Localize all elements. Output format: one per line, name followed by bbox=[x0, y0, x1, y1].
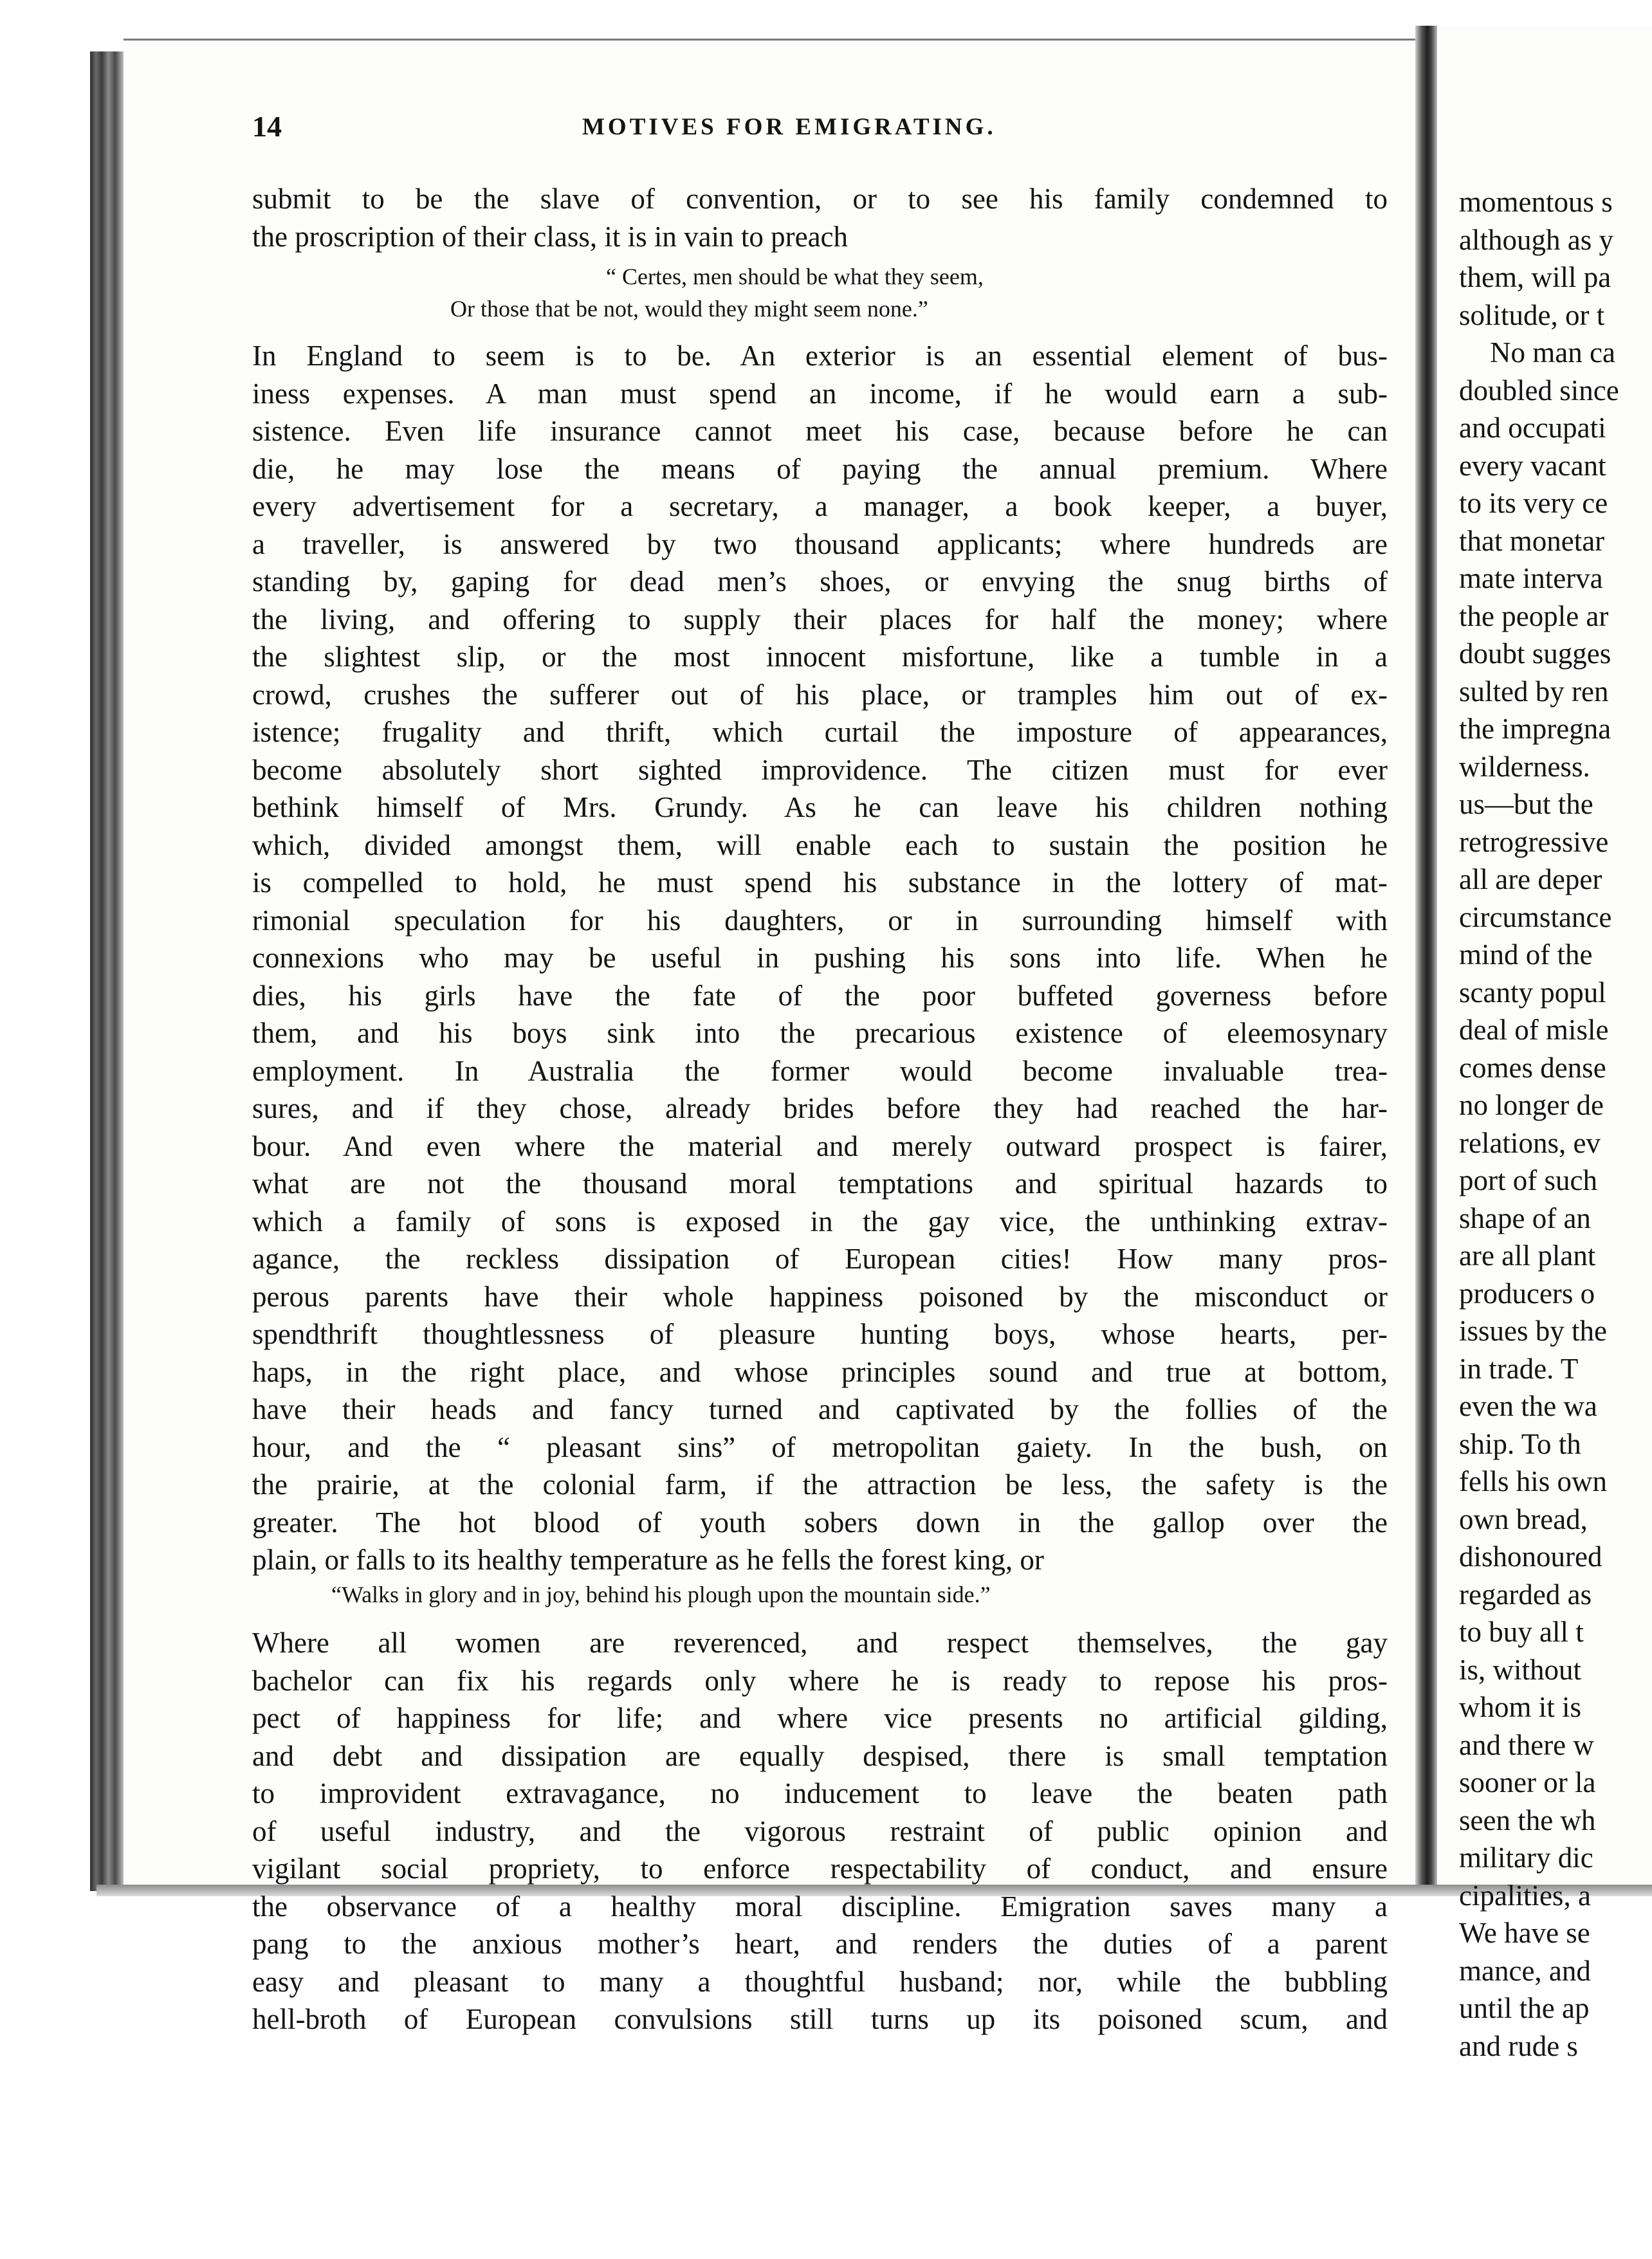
right-text-line: mind of the bbox=[1459, 938, 1593, 971]
text-line: bour. And even where the material and merely outward prospect is fairer, bbox=[252, 1130, 1388, 1162]
right-text-line: cipalities, a bbox=[1459, 1879, 1591, 1912]
text-line: pang to the anxious mother’s heart, and renders the duties of a parent bbox=[252, 1928, 1388, 1960]
text-line: to improvident extravagance, no inducement to leave the beaten path bbox=[252, 1777, 1388, 1809]
text-line: become absolutely short sighted improvidence. The citizen must for ever bbox=[252, 753, 1388, 786]
right-text-line: until the ap bbox=[1459, 1992, 1590, 2024]
paragraph-opening bbox=[252, 180, 1388, 255]
right-text-line: fells his own bbox=[1459, 1465, 1607, 1497]
text-line: is compelled to hold, he must spend his substance in the lottery of mat- bbox=[252, 866, 1388, 899]
right-text-line: to buy all t bbox=[1459, 1616, 1584, 1648]
text-line: perous parents have their whole happiness poisoned by the misconduct or bbox=[252, 1280, 1388, 1313]
text-line: easy and pleasant to many a thoughtful husband; nor, while the bubbling bbox=[252, 1965, 1388, 1998]
text-line: greater. The hot blood of youth sobers down in the gallop over the bbox=[252, 1506, 1388, 1539]
left-binding-edge bbox=[90, 51, 124, 1891]
right-text-line: ship. To th bbox=[1459, 1427, 1581, 1460]
right-text-line: No man ca bbox=[1490, 336, 1615, 369]
right-text-line: doubled since bbox=[1459, 374, 1619, 407]
text-line: the observance of a healthy moral discipline. Emigration saves many a bbox=[252, 1890, 1388, 1923]
right-text-line: is, without bbox=[1459, 1653, 1582, 1686]
right-text-line: producers o bbox=[1459, 1277, 1595, 1310]
right-text-line: issues by the bbox=[1459, 1315, 1607, 1347]
right-text-line: scanty popul bbox=[1459, 976, 1606, 1009]
right-text-line: solitude, or t bbox=[1459, 298, 1605, 331]
verse-quote-line-2: Or those that be not, would they might seem none.” bbox=[450, 296, 928, 322]
text-line: bachelor can fix his regards only where he is ready to repose his pros- bbox=[252, 1664, 1388, 1697]
text-line: bethink himself of Mrs. Grundy. As he can leave his children nothing bbox=[252, 791, 1388, 823]
right-text-line: no longer de bbox=[1459, 1089, 1604, 1121]
right-text-line: relations, ev bbox=[1459, 1126, 1601, 1159]
paragraph-main bbox=[252, 337, 1388, 1579]
right-text-line: sulted by ren bbox=[1459, 675, 1609, 708]
text-line: them, and his boys sink into the precarious existence of eleemosynary bbox=[252, 1017, 1388, 1049]
right-text-line: seen the wh bbox=[1459, 1804, 1596, 1836]
right-text-line: us—but the bbox=[1459, 788, 1593, 820]
right-text-line: and occupati bbox=[1459, 412, 1606, 444]
text-line: spendthrift thoughtlessness of pleasure hunting boys, whose hearts, per- bbox=[252, 1318, 1388, 1350]
right-text-line: the impregna bbox=[1459, 713, 1611, 745]
right-text-line: them, will pa bbox=[1459, 261, 1611, 293]
text-line: agance, the reckless dissipation of European cities! How many pros- bbox=[252, 1243, 1388, 1275]
right-text-line: every vacant bbox=[1459, 449, 1606, 482]
right-text-line: in trade. T bbox=[1459, 1352, 1579, 1385]
text-line: submit to be the slave of convention, or to see his family condemned to bbox=[252, 183, 1388, 215]
text-line: istence; frugality and thrift, which curtail the imposture of appearances, bbox=[252, 716, 1388, 748]
right-text-line: mate interva bbox=[1459, 562, 1603, 594]
right-text-line: and there w bbox=[1459, 1728, 1594, 1761]
text-line: vigilant social propriety, to enforce respectability of conduct, and ensure bbox=[252, 1852, 1388, 1885]
paragraph-closing bbox=[252, 1624, 1388, 2038]
right-text-line: circumstance bbox=[1459, 901, 1612, 933]
text-line: which, divided amongst them, will enable each to sustain the position he bbox=[252, 828, 1388, 861]
text-line: dies, his girls have the fate of the poor buffeted governess before bbox=[252, 979, 1388, 1012]
text-line: the proscription of their class, it is in vain to preach bbox=[252, 220, 849, 253]
right-text-line: retrogressive bbox=[1459, 825, 1609, 858]
right-text-line: own bread, bbox=[1459, 1503, 1588, 1535]
right-text-line: military dic bbox=[1459, 1842, 1593, 1874]
right-text-line: that monetar bbox=[1459, 524, 1605, 557]
text-line: standing by, gaping for dead men’s shoes, or envying the snug births of bbox=[252, 565, 1388, 598]
right-text-line: sooner or la bbox=[1459, 1766, 1596, 1798]
right-text-line: the people ar bbox=[1459, 599, 1609, 632]
text-line: plain, or falls to its healthy temperature as he fells the forest king, or bbox=[252, 1544, 1044, 1576]
verse-quote-walks-in-glory: “Walks in glory and in joy, behind his plough upon the mountain side.” bbox=[331, 1582, 991, 1607]
text-line: iness expenses. A man must spend an income, if he would earn a sub- bbox=[252, 377, 1388, 410]
text-line: the slightest slip, or the most innocent misfortune, like a tumble in a bbox=[252, 641, 1388, 673]
right-text-line: dishonoured bbox=[1459, 1541, 1602, 1573]
text-line: the prairie, at the colonial farm, if the attraction be less, the safety is the bbox=[252, 1468, 1388, 1501]
right-text-line: mance, and bbox=[1459, 1954, 1591, 1987]
text-line: Where all women are reverenced, and respect themselves, the gay bbox=[252, 1627, 1388, 1659]
right-page-text-fragments bbox=[1459, 183, 1652, 2065]
text-line: sistence. Even life insurance cannot meet his case, because before he can bbox=[252, 415, 1388, 447]
right-text-line: doubt sugges bbox=[1459, 637, 1611, 670]
right-text-line: are all plant bbox=[1459, 1239, 1596, 1272]
text-line: of useful industry, and the vigorous restraint of public opinion and bbox=[252, 1815, 1388, 1847]
text-line: pect of happiness for life; and where vice presents no artificial gilding, bbox=[252, 1702, 1388, 1734]
verse-quote-line-1: “ Certes, men should be what they seem, bbox=[606, 264, 984, 289]
book-gutter bbox=[1415, 26, 1437, 1891]
right-text-line: regarded as bbox=[1459, 1578, 1592, 1611]
right-text-line: port of such bbox=[1459, 1164, 1597, 1196]
text-line: a traveller, is answered by two thousand applicants; where hundreds are bbox=[252, 527, 1388, 560]
text-line: employment. In Australia the former would become invaluable trea- bbox=[252, 1054, 1388, 1087]
page-number: 14 bbox=[252, 110, 282, 143]
text-line: haps, in the right place, and whose principles sound and true at bottom, bbox=[252, 1355, 1388, 1388]
right-text-line: even the wa bbox=[1459, 1390, 1597, 1422]
text-line: and debt and dissipation are equally despised, there is small temptation bbox=[252, 1739, 1388, 1772]
right-text-line: shape of an bbox=[1459, 1202, 1591, 1234]
text-line: die, he may lose the means of paying the annual premium. Where bbox=[252, 452, 1388, 485]
text-line: every advertisement for a secretary, a manager, a book keeper, a buyer, bbox=[252, 490, 1388, 522]
right-text-line: We have se bbox=[1459, 1917, 1590, 1949]
right-text-line: although as y bbox=[1459, 223, 1613, 256]
text-line: In England to seem is to be. An exterior is an essential element of bus- bbox=[252, 340, 1388, 372]
right-text-line: and rude s bbox=[1459, 2029, 1578, 2062]
right-text-line: wilderness. bbox=[1459, 750, 1590, 783]
running-title-text: MOTIVES FOR EMIGRATING. bbox=[582, 114, 996, 140]
text-line: the living, and offering to supply their places for half the money; where bbox=[252, 603, 1388, 636]
text-line: what are not the thousand moral temptations and spiritual hazards to bbox=[252, 1167, 1388, 1200]
text-line: hour, and the “ pleasant sins” of metropolitan gaiety. In the bush, on bbox=[252, 1431, 1388, 1463]
right-text-line: momentous s bbox=[1459, 186, 1613, 218]
text-line: have their heads and fancy turned and captivated by the follies of the bbox=[252, 1393, 1388, 1425]
text-line: crowd, crushes the sufferer out of his place, or tramples him out of ex- bbox=[252, 678, 1388, 711]
text-line: rimonial speculation for his daughters, or in surrounding himself with bbox=[252, 904, 1388, 937]
right-text-line: comes dense bbox=[1459, 1051, 1606, 1084]
text-line: which a family of sons is exposed in the gay vice, the unthinking extrav- bbox=[252, 1205, 1388, 1238]
text-line: sures, and if they chose, already brides before they had reached the har- bbox=[252, 1092, 1388, 1124]
right-text-line: whom it is bbox=[1459, 1691, 1582, 1723]
right-text-line: deal of misle bbox=[1459, 1014, 1609, 1046]
text-line: hell-broth of European convulsions still turns up its poisoned scum, and bbox=[252, 2003, 1388, 2035]
right-text-line: all are deper bbox=[1459, 863, 1602, 895]
text-line: connexions who may be useful in pushing his sons into life. When he bbox=[252, 942, 1388, 974]
right-text-line: to its very ce bbox=[1459, 487, 1608, 519]
